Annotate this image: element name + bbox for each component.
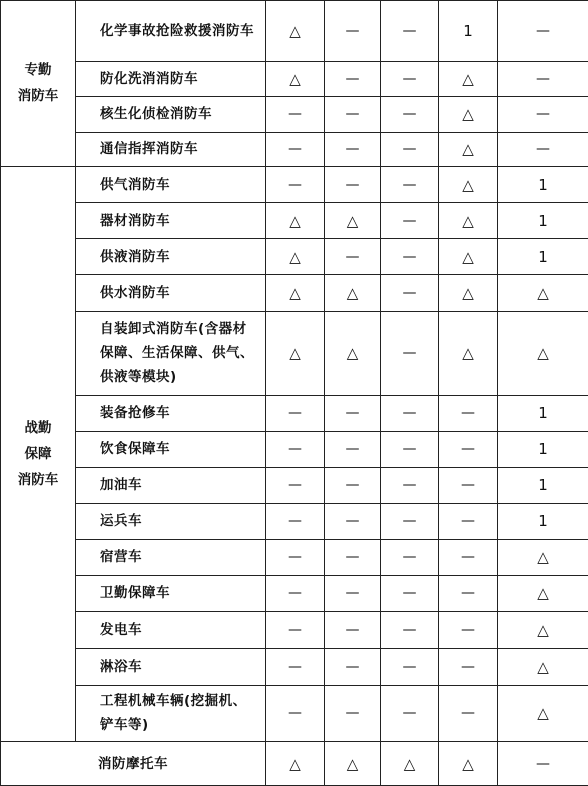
mark-cell: — <box>325 238 381 275</box>
table-row <box>1 395 588 432</box>
mark-cell: △ <box>439 132 498 166</box>
mark-cell: — <box>498 97 588 132</box>
vehicle-name: 淋浴车 <box>76 649 266 686</box>
table-row <box>1 611 588 649</box>
mark-cell: — <box>381 539 439 576</box>
mark-cell: — <box>381 97 439 132</box>
mark-cell: — <box>498 61 588 96</box>
vehicle-name: 器材消防车 <box>76 203 266 238</box>
mark-cell: △ <box>439 97 498 132</box>
vehicle-name: 供气消防车 <box>76 166 266 203</box>
mark-cell: — <box>266 97 325 132</box>
mark-cell: △ <box>439 166 498 203</box>
table-row <box>1 649 588 686</box>
mark-cell: 1 <box>498 166 588 203</box>
mark-cell: — <box>325 132 381 166</box>
mark-cell: — <box>325 649 381 686</box>
mark-cell: △ <box>325 203 381 238</box>
mark-cell: — <box>325 432 381 467</box>
vehicle-name: 运兵车 <box>76 504 266 539</box>
mark-cell: — <box>325 166 381 203</box>
mark-cell: — <box>325 395 381 432</box>
table-row <box>1 166 588 203</box>
mark-cell: 1 <box>498 504 588 539</box>
mark-cell: — <box>439 539 498 576</box>
mark-cell: 1 <box>439 1 498 62</box>
mark-cell: — <box>381 576 439 611</box>
mark-cell: — <box>266 166 325 203</box>
category-special-vehicles: 专勤 消防车 <box>1 1 76 167</box>
mark-cell: — <box>266 467 325 504</box>
mark-cell: — <box>325 611 381 649</box>
mark-cell: △ <box>266 1 325 62</box>
table-row <box>1 61 588 96</box>
vehicle-name: 核生化侦检消防车 <box>76 97 266 132</box>
mark-cell: — <box>381 649 439 686</box>
table-row <box>1 203 588 238</box>
mark-cell: △ <box>439 238 498 275</box>
vehicle-name: 加油车 <box>76 467 266 504</box>
mark-cell: — <box>266 395 325 432</box>
mark-cell: △ <box>498 539 588 576</box>
mark-cell: — <box>325 467 381 504</box>
table-row-footer <box>1 742 588 786</box>
mark-cell: — <box>266 611 325 649</box>
table-row <box>1 312 588 396</box>
table-row <box>1 275 588 312</box>
mark-cell: — <box>381 395 439 432</box>
vehicle-name: 防化洗消消防车 <box>76 61 266 96</box>
mark-cell: △ <box>439 203 498 238</box>
mark-cell: — <box>266 539 325 576</box>
mark-cell: △ <box>498 685 588 741</box>
vehicle-name: 化学事故抢险救援消防车 <box>76 1 266 62</box>
mark-cell: △ <box>498 649 588 686</box>
table-row <box>1 432 588 467</box>
mark-cell: △ <box>266 61 325 96</box>
mark-cell: — <box>439 649 498 686</box>
vehicle-name: 宿营车 <box>76 539 266 576</box>
mark-cell: 1 <box>498 238 588 275</box>
vehicle-name: 供液消防车 <box>76 238 266 275</box>
mark-cell: — <box>325 504 381 539</box>
mark-cell: — <box>498 1 588 62</box>
vehicle-name: 卫勤保障车 <box>76 576 266 611</box>
vehicle-name: 发电车 <box>76 611 266 649</box>
mark-cell: △ <box>381 742 439 786</box>
mark-cell: △ <box>498 275 588 312</box>
vehicle-name: 自装卸式消防车(含器材保障、生活保障、供气、供液等模块) <box>76 312 266 396</box>
mark-cell: △ <box>498 611 588 649</box>
table-row <box>1 576 588 611</box>
mark-cell: — <box>381 132 439 166</box>
mark-cell: △ <box>498 576 588 611</box>
mark-cell: — <box>381 312 439 396</box>
vehicle-name-motorcycle: 消防摩托车 <box>1 742 266 786</box>
mark-cell: — <box>498 742 588 786</box>
mark-cell: — <box>439 432 498 467</box>
mark-cell: — <box>439 685 498 741</box>
mark-cell: 1 <box>498 432 588 467</box>
mark-cell: △ <box>325 312 381 396</box>
mark-cell: — <box>266 504 325 539</box>
mark-cell: 1 <box>498 395 588 432</box>
mark-cell: — <box>325 97 381 132</box>
mark-cell: — <box>439 395 498 432</box>
mark-cell: — <box>325 576 381 611</box>
mark-cell: △ <box>266 742 325 786</box>
table-row <box>1 1 588 62</box>
mark-cell: — <box>381 467 439 504</box>
mark-cell: — <box>266 132 325 166</box>
mark-cell: — <box>325 1 381 62</box>
mark-cell: — <box>381 685 439 741</box>
mark-cell: △ <box>325 742 381 786</box>
mark-cell: — <box>325 539 381 576</box>
mark-cell: △ <box>439 61 498 96</box>
mark-cell: — <box>381 1 439 62</box>
table-row <box>1 685 588 741</box>
vehicle-name: 供水消防车 <box>76 275 266 312</box>
mark-cell: — <box>381 611 439 649</box>
table-row <box>1 539 588 576</box>
table-row <box>1 97 588 132</box>
vehicle-name: 饮食保障车 <box>76 432 266 467</box>
vehicle-name: 装备抢修车 <box>76 395 266 432</box>
mark-cell: — <box>266 576 325 611</box>
mark-cell: — <box>266 649 325 686</box>
mark-cell: 1 <box>498 467 588 504</box>
mark-cell: — <box>266 432 325 467</box>
mark-cell: — <box>381 275 439 312</box>
mark-cell: — <box>381 238 439 275</box>
table-row <box>1 132 588 166</box>
mark-cell: — <box>439 611 498 649</box>
mark-cell: △ <box>266 312 325 396</box>
mark-cell: △ <box>325 275 381 312</box>
table-row <box>1 467 588 504</box>
mark-cell: △ <box>439 275 498 312</box>
mark-cell: △ <box>498 312 588 396</box>
vehicle-name: 通信指挥消防车 <box>76 132 266 166</box>
category-support-vehicles: 战勤 保障 消防车 <box>1 166 76 741</box>
mark-cell: 1 <box>498 203 588 238</box>
mark-cell: — <box>381 504 439 539</box>
mark-cell: △ <box>439 312 498 396</box>
mark-cell: △ <box>266 275 325 312</box>
mark-cell: — <box>325 685 381 741</box>
mark-cell: — <box>439 467 498 504</box>
mark-cell: △ <box>266 203 325 238</box>
mark-cell: △ <box>439 742 498 786</box>
table-row <box>1 238 588 275</box>
mark-cell: — <box>381 203 439 238</box>
mark-cell: — <box>381 432 439 467</box>
mark-cell: △ <box>266 238 325 275</box>
mark-cell: — <box>381 61 439 96</box>
mark-cell: — <box>439 576 498 611</box>
mark-cell: — <box>325 61 381 96</box>
table-row <box>1 504 588 539</box>
mark-cell: — <box>439 504 498 539</box>
mark-cell: — <box>266 685 325 741</box>
mark-cell: — <box>498 132 588 166</box>
vehicle-name: 工程机械车辆(挖掘机、铲车等) <box>76 685 266 741</box>
mark-cell: — <box>381 166 439 203</box>
